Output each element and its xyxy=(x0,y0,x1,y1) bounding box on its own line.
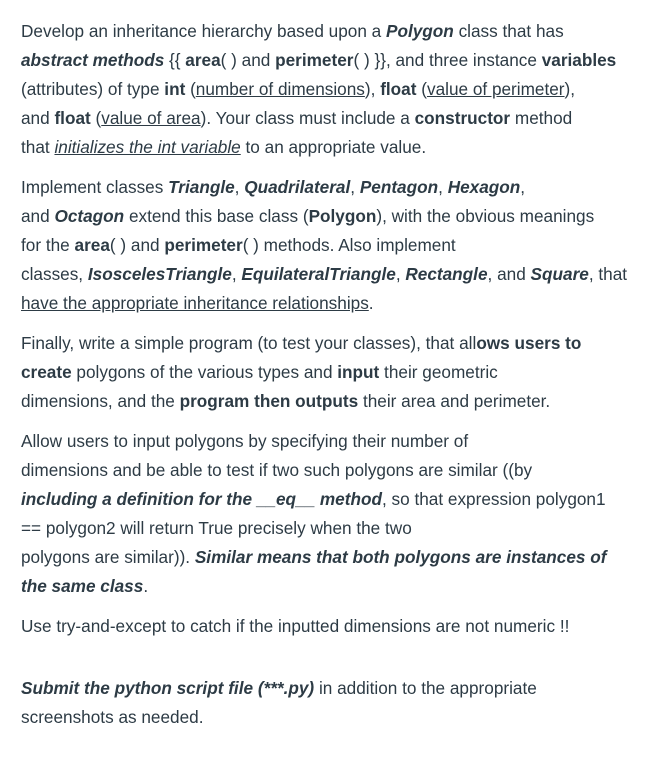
text-run: ows users to xyxy=(476,333,582,353)
text-run: Octagon xyxy=(54,206,125,226)
text-line xyxy=(21,387,653,416)
paragraph-6 xyxy=(21,674,653,732)
text-run: , xyxy=(234,177,245,197)
text-run: Implement classes xyxy=(21,177,169,197)
text-line xyxy=(21,612,653,641)
text-run: {{ xyxy=(164,50,186,70)
text-run: perimeter xyxy=(164,235,243,255)
text-line xyxy=(21,456,653,485)
text-run: Develop an inheritance hierarchy based upon a xyxy=(21,21,386,41)
text-run: screenshots as needed. xyxy=(21,707,204,727)
text-run: , and xyxy=(487,264,531,284)
text-line xyxy=(21,514,653,543)
text-run: their area and perimeter. xyxy=(358,391,551,411)
text-run: Pentagon xyxy=(359,177,439,197)
text-run: initializes the int variable xyxy=(54,137,241,157)
text-run: and xyxy=(21,108,55,128)
text-run: Hexagon xyxy=(447,177,521,197)
text-run: polygons are similar)). xyxy=(21,547,195,567)
text-line xyxy=(21,260,653,289)
text-run: extend this base class ( xyxy=(124,206,309,226)
text-run: the same class xyxy=(21,576,144,596)
text-run: ( ) and xyxy=(109,235,165,255)
text-run: Polygon xyxy=(308,206,377,226)
text-run: , xyxy=(231,264,242,284)
text-run: and xyxy=(21,206,55,226)
text-run: Similar means that both polygons are instances of xyxy=(194,547,607,567)
text-run: number of dimensions xyxy=(195,79,365,99)
text-run: Finally, write a simple program (to test your classes), that all xyxy=(21,333,477,353)
text-run: Submit the python script file (***.py) xyxy=(21,678,315,698)
text-run: that xyxy=(21,137,55,157)
text-run: program then outputs xyxy=(179,391,359,411)
text-line xyxy=(21,231,653,260)
text-run: ( xyxy=(416,79,427,99)
text-run: to an appropriate value. xyxy=(240,137,427,157)
paragraph-5 xyxy=(21,612,653,641)
text-run: for the xyxy=(21,235,75,255)
text-run: polygons of the various types and xyxy=(71,362,338,382)
text-line xyxy=(21,572,653,601)
text-run: Triangle xyxy=(168,177,235,197)
text-run: . xyxy=(368,293,374,313)
text-run: constructor xyxy=(414,108,511,128)
text-run: variables xyxy=(541,50,617,70)
text-run: int xyxy=(164,79,186,99)
text-line xyxy=(21,46,653,75)
text-line xyxy=(21,329,653,358)
text-line xyxy=(21,485,653,514)
assignment-document xyxy=(21,17,653,743)
text-line xyxy=(21,173,653,202)
text-run: classes, xyxy=(21,264,88,284)
text-run: Rectangle xyxy=(405,264,488,284)
text-line xyxy=(21,703,653,732)
text-run: , xyxy=(350,177,360,197)
text-run: ). Your class must include a xyxy=(200,108,415,128)
text-run: create xyxy=(21,362,72,382)
text-run: Quadrilateral xyxy=(244,177,351,197)
paragraph-3 xyxy=(21,329,653,416)
text-run: , xyxy=(395,264,406,284)
text-line xyxy=(21,674,653,703)
text-run: area xyxy=(185,50,221,70)
text-run: float xyxy=(380,79,417,99)
text-run: Use try-and-except to catch if the inputted dimensions are not numeric !! xyxy=(21,616,570,636)
text-run: Allow users to input polygons by specifying their number of xyxy=(21,431,469,451)
text-run: their geometric xyxy=(379,362,498,382)
text-run: ( ) methods. Also implement xyxy=(242,235,456,255)
text-run: method xyxy=(510,108,573,128)
text-run: class that has xyxy=(453,21,564,41)
text-run: ( ) and xyxy=(220,50,276,70)
text-run: IsoscelesTriangle xyxy=(87,264,232,284)
text-line xyxy=(21,202,653,231)
text-run: ), with the obvious meanings xyxy=(376,206,595,226)
text-run: have the appropriate inheritance relationships xyxy=(21,293,369,313)
text-run: , xyxy=(520,177,526,197)
text-run: dimensions and be able to test if two such polygons are similar ((by xyxy=(21,460,533,480)
text-run: including a definition for the __eq__ method xyxy=(21,489,382,509)
text-run: , so that expression polygon1 xyxy=(381,489,606,509)
text-line xyxy=(21,133,653,162)
paragraph-1 xyxy=(21,17,653,162)
text-line xyxy=(21,75,653,104)
text-run: , xyxy=(438,177,448,197)
text-run: value of area xyxy=(101,108,201,128)
text-run: ( xyxy=(90,108,102,128)
text-run: , that xyxy=(588,264,628,284)
text-line xyxy=(21,358,653,387)
text-run: value of perimeter xyxy=(426,79,565,99)
text-run: ( ) }}, and three instance xyxy=(353,50,542,70)
text-run: ), xyxy=(564,79,576,99)
text-run: Square xyxy=(530,264,589,284)
text-line xyxy=(21,17,653,46)
text-line xyxy=(21,289,653,318)
text-run: float xyxy=(54,108,91,128)
text-run: area xyxy=(74,235,110,255)
paragraph-4 xyxy=(21,427,653,601)
text-run: ), xyxy=(364,79,381,99)
text-run: input xyxy=(337,362,380,382)
text-line xyxy=(21,104,653,133)
text-line xyxy=(21,427,653,456)
text-run: perimeter xyxy=(275,50,354,70)
text-run: in addition to the appropriate xyxy=(314,678,537,698)
text-line xyxy=(21,543,653,572)
paragraph-2 xyxy=(21,173,653,318)
text-run: == polygon2 will return True precisely when the two xyxy=(21,518,412,538)
text-run: dimensions, and the xyxy=(21,391,180,411)
text-run: abstract methods xyxy=(21,50,165,70)
text-run: ( xyxy=(185,79,196,99)
text-run: . xyxy=(143,576,149,596)
text-run: Polygon xyxy=(386,21,454,41)
text-run: (attributes) of type xyxy=(21,79,165,99)
text-run: EquilateralTriangle xyxy=(241,264,396,284)
